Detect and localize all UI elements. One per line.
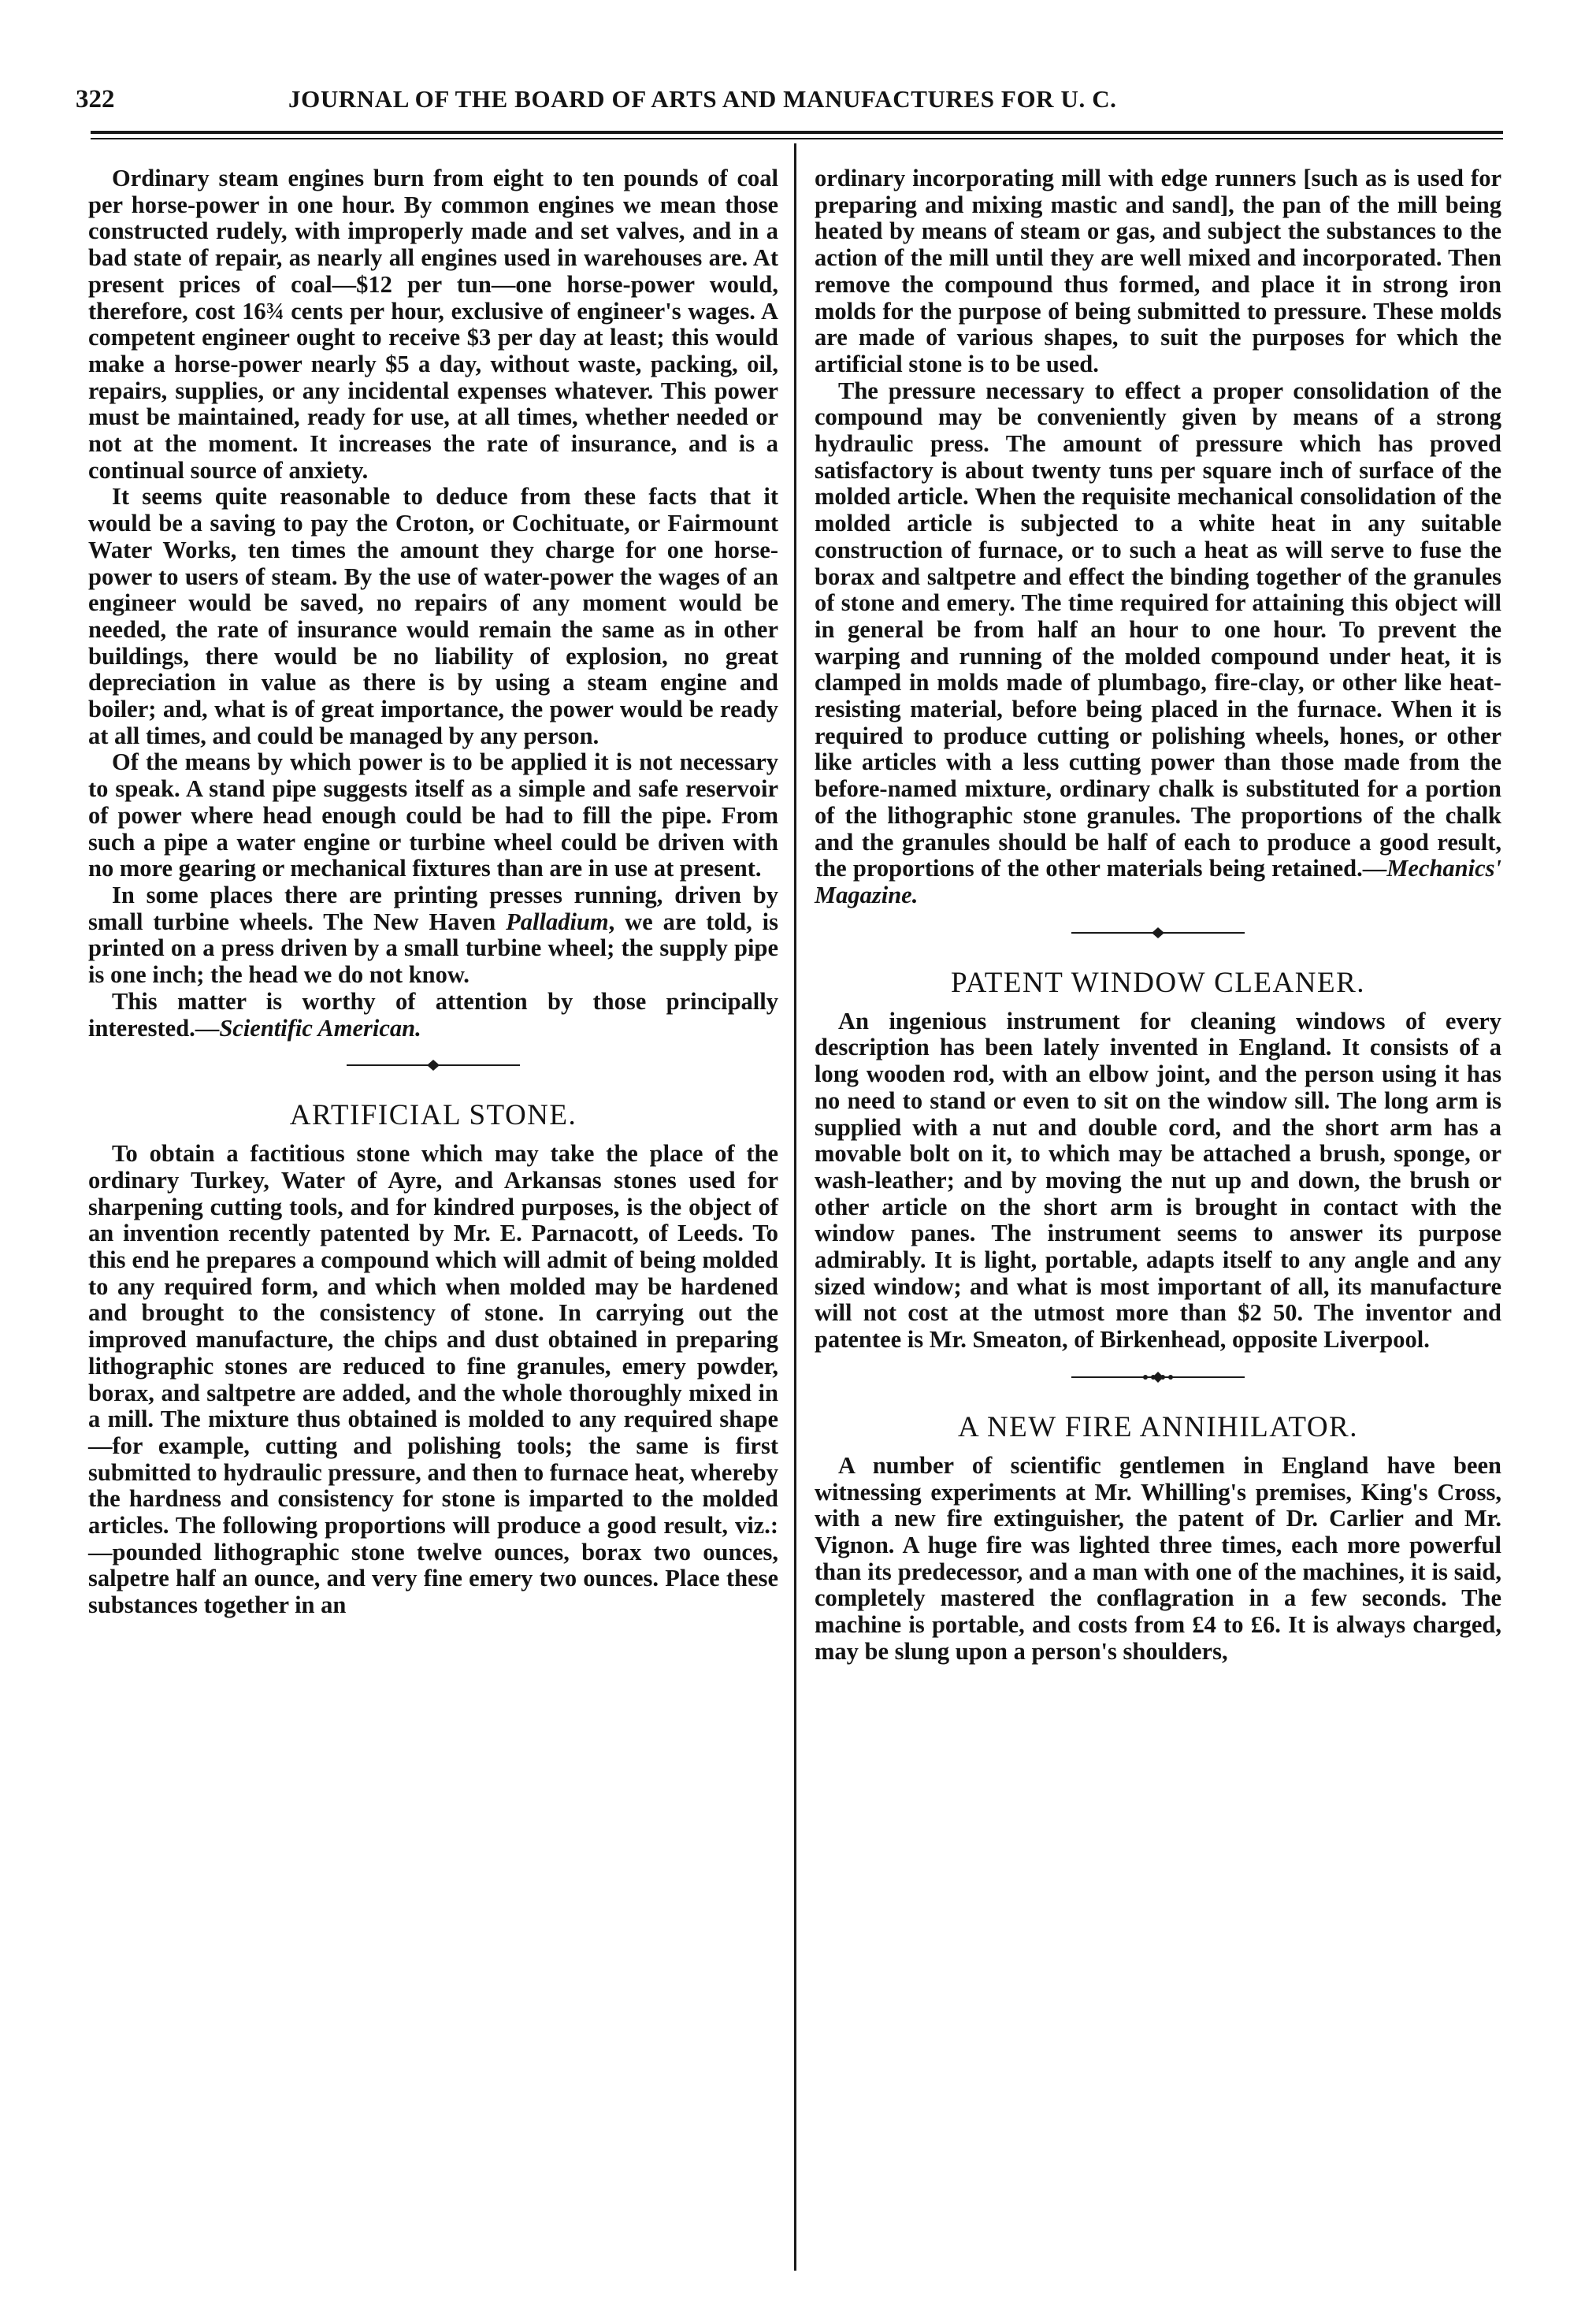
steam-paragraph-3: Of the means by which power is to be applied it is not necessary to speak. A stand pipe suggests itself as a simple and safe reservoir of power where head enough could be had to fill the pipe. From such a pipe a water engine or turbine wheel could be driven with no more gearing or mechanical fixtures than are in use at present.: [88, 748, 778, 882]
source-citation: Mechanics' Magazine.: [815, 855, 1501, 908]
page-number: 322: [76, 85, 115, 113]
palladium-title: Palladium: [506, 908, 609, 935]
artificial-stone-paragraph-1: To obtain a factitious stone which may take the place of the ordinary Turkey, Water of Ayre, and Arkansas stones used for sharpening cutting tools, and for kindred purposes, is the object of an invention recently patented by Mr. E. Parnacott, of Leeds. To this end he prepares a compound which will admit of being molded to any required form, and which when molded may be hardened and brought to the consistency of stone. In carrying out the improved manufacture, the chips and dust obtained in preparing lithographic stones are reduced to fine granules, emery powder, borax, and saltpetre are added, and the whole thoroughly mixed in a mill. The mixture thus obtained is molded to any required shape—for example, cutting and polishing tools; the same is first submitted to hydraulic pressure, and then to furnace heat, whereby the hardness and consistency for stone is imparted to the molded articles. The following proportions will produce a good result, viz.:—pounded lithographic stone twelve ounces, borax two ounces, salpetre half an ounce, and very fine emery two ounces. Place these substances together in an: [88, 1140, 778, 1619]
window-cleaner-paragraph: An ingenious instrument for cleaning windows of every description has been lately invented in England. It consists of a long wooden rod, with an elbow joint, and the person using it has no need to stand or even to sit on the window sill. The long arm is supplied with a nut and double cord, and the short arm has a movable bolt on it, to which may be attached a brush, sponge, or wash-leather; and by moving the nut up and down, the brush or other article on the short arm is brought in contact with the window panes. The instrument seems to answer its purpose admirably. It is light, portable, adapts itself to any angle and any sized window; and what is most important of all, its manufacture will not cost at the utmost more than $2 50. The inventor and patentee is Mr. Smeaton, of Birkenhead, opposite Liverpool.: [815, 1007, 1501, 1354]
column-divider: [794, 143, 796, 2271]
steam-p4-text-b: , we are told, is printed on a press driven by a small turbine wheel; the supply pipe is one inch; the head we do not know.: [88, 908, 778, 989]
section-ornament: [1071, 1371, 1245, 1383]
steam-paragraph-1: Ordinary steam engines burn from eight to ten pounds of coal per horse-power in one hour. By common engines we mean those constructed rudely, with improperly made and set valves, and in a bad state of repair, as nearly all engines used in warehouses are. At present prices of coal—$12 per tun—one horse-power would, therefore, cost 16¾ cents per hour, exclusive of engineer's wages. A competent engineer ought to receive $3 per day at least; this would make a horse-power nearly $5 a day, without waste, packing, oil, repairs, supplies, or any incidental expenses whatever. This power must be maintained, ready for use, at all times, whether needed or not at the moment. It increases the rate of insurance, and is a continual source of anxiety.: [88, 165, 778, 484]
header-rule-thin: [91, 138, 1503, 139]
steam-p4-text-a: In some places there are printing presses running, driven by small turbine wheels. The New Haven: [88, 881, 778, 935]
fire-annihilator-paragraph: A number of scientific gentlemen in England have been witnessing experiments at Mr. Whilling's premises, King's Cross, with a new fire extinguisher, the patent of Dr. Carlier and Mr. Vignon. A huge fire was lighted three times, each more powerful than its predecessor, and a man with one of the machines, it is said, completely mastered the conflagration in a few seconds. The machine is portable, and costs from £4 to £6. It is always charged, may be slung upon a person's shoulders,: [815, 1451, 1501, 1665]
section-ornament: [347, 1059, 520, 1072]
artificial-stone-paragraph-2: [815, 378, 1501, 909]
source-citation: Scientific American.: [219, 1014, 421, 1042]
steam-p5-text: This matter is worthy of attention by those principally interested.—: [88, 987, 778, 1042]
running-header: [76, 85, 1501, 124]
steam-paragraph-5: [88, 989, 778, 1042]
steam-paragraph-2: It seems quite reasonable to deduce from these facts that it would be a saving to pay the Croton, or Cochituate, or Fairmount Water Works, ten times the amount they charge for one horse-power to users of steam. By the use of water-power the wages of an engineer would be saved, no repairs of any moment would be needed, the rate of insurance would remain the same as in other buildings, there would be no liability of explosion, no great depreciation in value as there is by using a steam engine and boiler; and, what is of great importance, the power would be ready at all times, and could be managed by any person.: [88, 483, 778, 749]
steam-paragraph-4: [88, 882, 778, 989]
header-rule: [91, 131, 1503, 134]
article-heading-artificial-stone: ARTIFICIAL STONE.: [289, 1099, 577, 1132]
running-title: JOURNAL OF THE BOARD OF ARTS AND MANUFACTURES FOR U. C.: [288, 85, 1117, 113]
artificial-stone-continued-paragraph: ordinary incorporating mill with edge runners [such as is used for preparing and mixing mastic and sand], the pan of the mill being heated by means of steam or gas, and subject the substances to the action of the mill until they are well mixed and incorporated. Then remove the compound thus formed, and place it in strong iron molds for the purpose of being submitted to pressure. These molds are made of various shapes, to suit the purposes for which the artificial stone is to be used.: [815, 165, 1501, 377]
article-heading-fire-annihilator: A NEW FIRE ANNIHILATOR.: [958, 1410, 1358, 1443]
section-ornament: [1071, 927, 1245, 939]
artificial-stone-p2-text: The pressure necessary to effect a proper consolidation of the compound may be conveniently given by means of a strong hydraulic press. The amount of pressure which has proved satisfactory is about twenty tuns per square inch of surface of the molded article. When the requisite mechanical consolidation of the molded article is subjected to a white heat in any suitable construction of furnace, or to such a heat as will serve to fuse the borax and saltpetre and effect the binding together of the granules of stone and emery. The time required for attaining this object will in general be from half an hour to one hour. To prevent the warping and running of the molded compound under heat, it is clamped in molds made of plumbago, fire-clay, or other like heat-resisting material, before being placed in the furnace. When it is required to produce cutting or polishing wheels, hones, or other like articles with a less cutting power than those made from the before-named mixture, ordinary chalk is substituted for a portion of the lithographic stone granules. The proportions of the chalk and the granules should be half of each to produce a good result, the proportions of the other materials being retained.—: [815, 377, 1501, 882]
article-heading-window-cleaner: PATENT WINDOW CLEANER.: [951, 966, 1365, 999]
left-column: [88, 165, 778, 1619]
right-column: [815, 165, 1501, 1665]
